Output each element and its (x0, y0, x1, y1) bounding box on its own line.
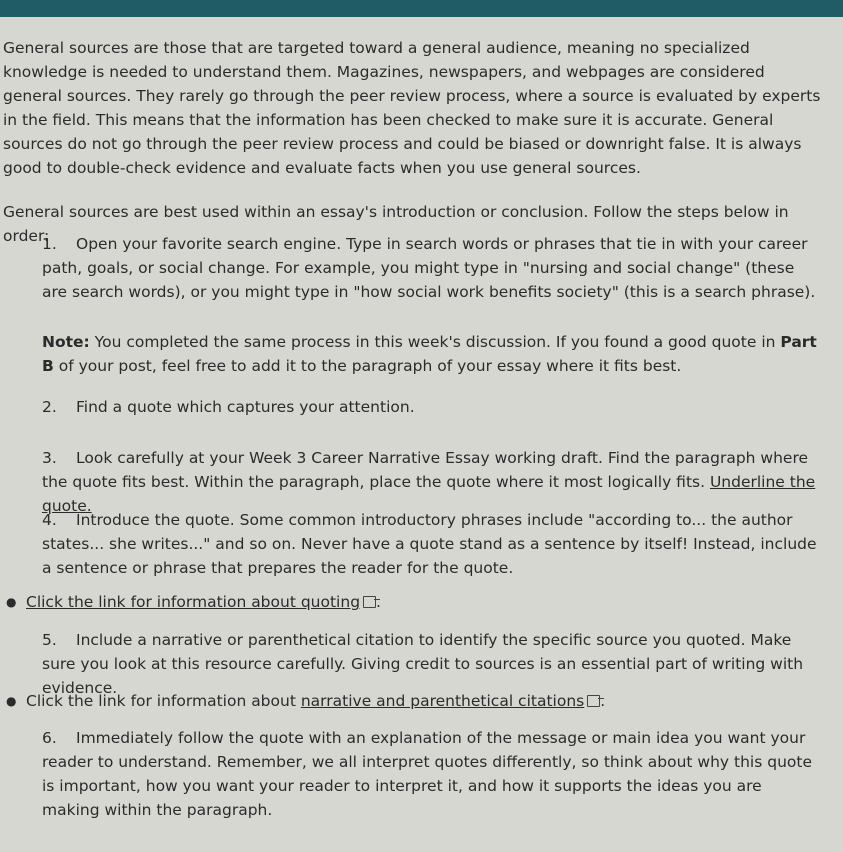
bullet-dot: ● (6, 694, 17, 708)
bullet-quoting (6, 590, 826, 614)
step-2 (42, 395, 817, 419)
step-number: 6. (42, 729, 57, 747)
step-text: Introduce the quote. Some common introductory phrases include "according to... the author states... she writes..." and so on. Never have a quote stand as a sentence by itself! Instead, include a sentence or phrase that prepares the reader for the quote. (42, 511, 817, 577)
bullet-text: Click the link for information about (26, 692, 301, 710)
bullet-end: . (376, 593, 381, 611)
intro-paragraph-2: General sources are best used within an essay's introduction or conclusion. Follow the steps below in order: (3, 203, 789, 245)
step-number: 4. (42, 511, 57, 529)
step-6 (42, 726, 817, 822)
step-number: 2. (42, 398, 57, 416)
step-text: Find a quote which captures your attention. (76, 398, 415, 416)
step-number: 1. (42, 235, 57, 253)
quoting-link[interactable]: Click the link for information about quoting (26, 593, 361, 611)
step-1 (42, 232, 817, 304)
step-number: 5. (42, 631, 57, 649)
header-bar (0, 0, 843, 17)
step-text: Include a narrative or parenthetical citation to identify the specific source you quoted. Make sure you look at this resource carefully. Giving credit to sources is an essential part of writing with evidence. (42, 631, 804, 697)
bullet-dot: ● (6, 595, 17, 609)
citations-link[interactable]: narrative and parenthetical citations (300, 692, 585, 710)
bullet-end: . (600, 692, 606, 710)
step-text: Open your favorite search engine. Type in search words or phrases that tie in with your career path, goals, or social change. For example, you might type in "nursing and social change" (these are search words), or you might type in "how social work benefits society" (this is a search phrase). (42, 235, 816, 301)
underline-instruction: Underline the quote. (42, 473, 816, 515)
step-text: Look carefully at your Week 3 Career Narrative Essay working draft. Find the paragraph where the quote fits best. Within the paragraph, place the quote where it most logically fits. (42, 449, 809, 491)
external-link-icon[interactable] (363, 596, 376, 608)
note-part-b: Part B (42, 333, 817, 375)
intro-paragraph-1: General sources are those that are targeted toward a general audience, meaning no specialized knowledge is needed to understand them. Magazines, newspapers, and webpages are considered general sources. They rarely go through the peer review process, where a source is evaluated by experts in the field. This means that the information has been checked to make sure it is accurate. General sources do not go through the peer review process and could be biased or downright false. It is always good to double-check evidence and evaluate facts when you use general sources. (3, 39, 821, 177)
step-number: 3. (42, 449, 57, 467)
note-text: You completed the same process in this week's discussion. If you found a good quote in (89, 333, 781, 351)
note (42, 330, 817, 378)
note-text-end: of your post, feel free to add it to the paragraph of your essay where it fits best. (53, 357, 682, 375)
step-4 (42, 508, 817, 580)
bullet-citations (6, 689, 826, 713)
step-text: Immediately follow the quote with an explanation of the message or main idea you want your reader to understand. Remember, we all interpret quotes differently, so think about why this quote is important, how you want your reader to interpret it, and how it supports the ideas you are making within the paragraph. (42, 729, 813, 819)
note-label: Note: (42, 333, 90, 351)
external-link-icon[interactable] (587, 695, 600, 707)
